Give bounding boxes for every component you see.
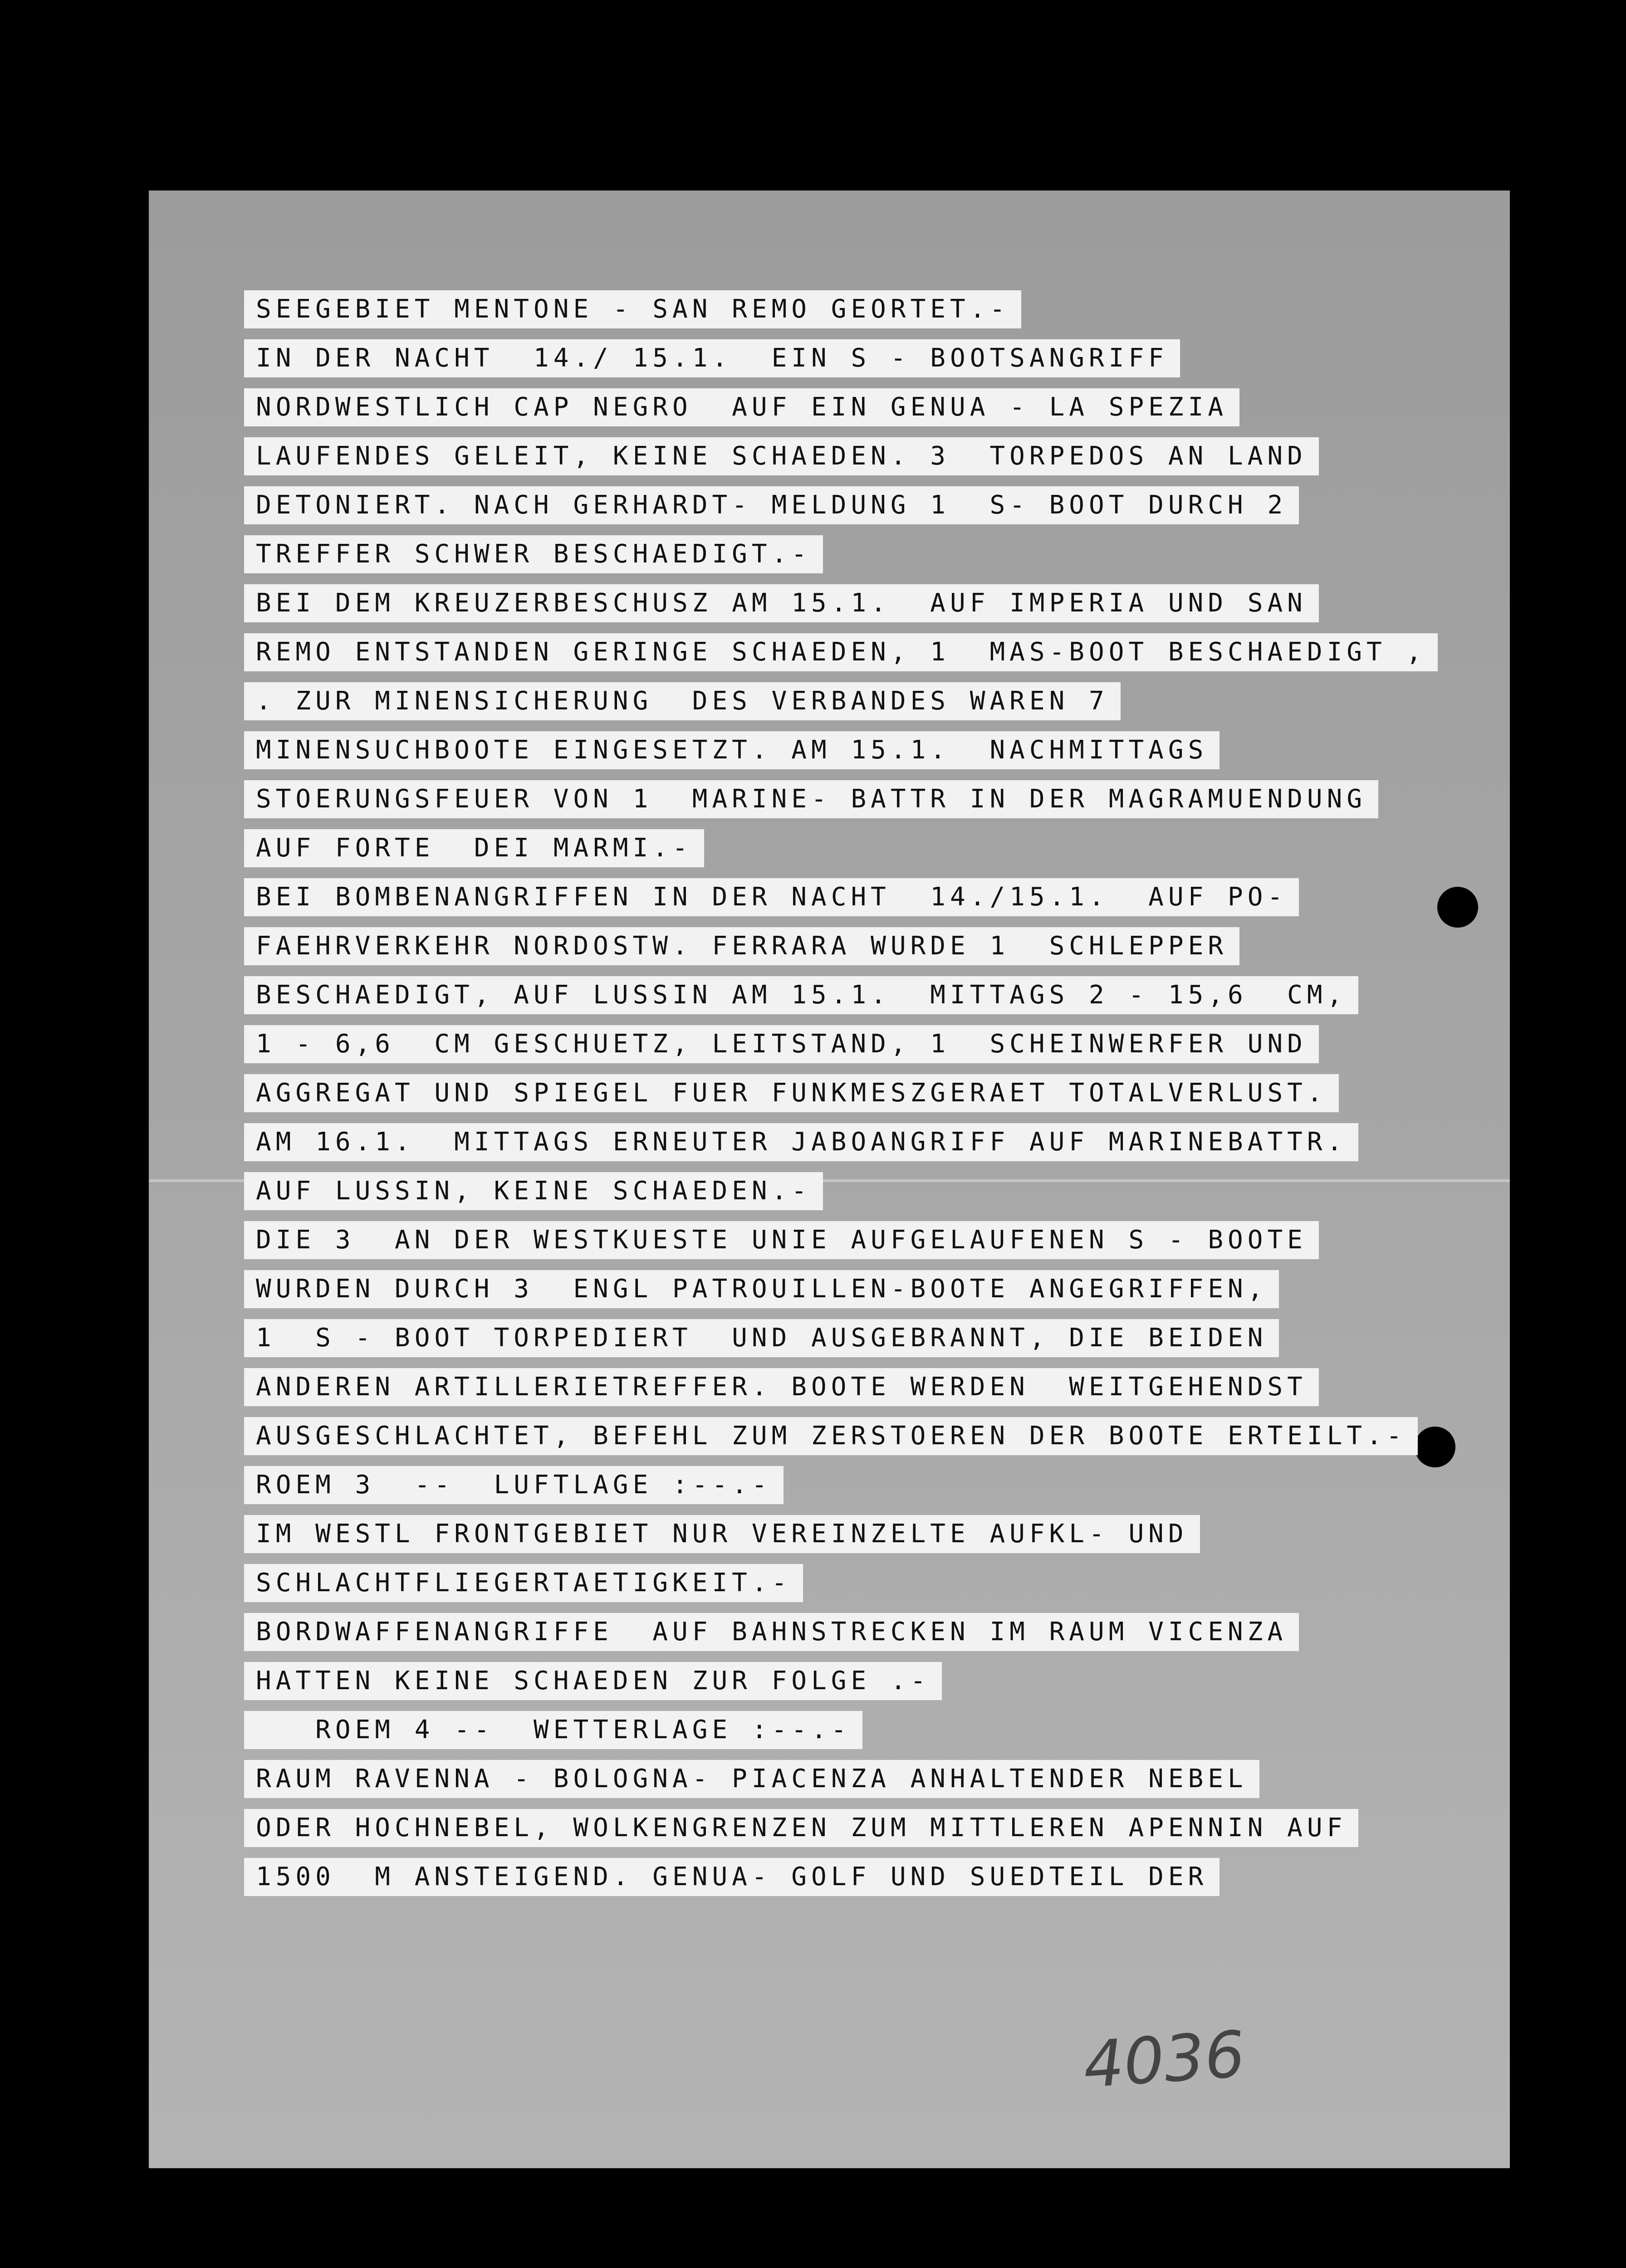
text-line: AM 16.1. MITTAGS ERNEUTER JABOANGRIFF AUF MARINEBATTR.	[244, 1123, 1523, 1172]
text-line: WURDEN DURCH 3 ENGL PATROUILLEN-BOOTE ANGEGRIFFEN,	[244, 1270, 1523, 1319]
text-line: TREFFER SCHWER BESCHAEDIGT.-	[244, 535, 1523, 584]
text-line: . ZUR MINENSICHERUNG DES VERBANDES WAREN 7	[244, 682, 1523, 731]
handwritten-page-number: 4036	[1081, 2017, 1248, 2103]
text-line: ODER HOCHNEBEL, WOLKENGRENZEN ZUM MITTLEREN APENNIN AUF	[244, 1809, 1523, 1858]
text-line: BEI BOMBENANGRIFFEN IN DER NACHT 14./15.1. AUF PO-	[244, 878, 1523, 927]
text-line: AGGREGAT UND SPIEGEL FUER FUNKMESZGERAET TOTALVERLUST.	[244, 1074, 1523, 1123]
text-line: HATTEN KEINE SCHAEDEN ZUR FOLGE .-	[244, 1662, 1523, 1711]
text-line: LAUFENDES GELEIT, KEINE SCHAEDEN. 3 TORPEDOS AN LAND	[244, 437, 1523, 486]
document-page	[149, 191, 1510, 2168]
text-line: MINENSUCHBOOTE EINGESETZT. AM 15.1. NACHMITTAGS	[244, 731, 1523, 780]
text-line: REMO ENTSTANDEN GERINGE SCHAEDEN, 1 MAS-BOOT BESCHAEDIGT ,	[244, 633, 1523, 682]
text-line: AUF LUSSIN, KEINE SCHAEDEN.-	[244, 1172, 1523, 1221]
text-line: AUSGESCHLACHTET, BEFEHL ZUM ZERSTOEREN DER BOOTE ERTEILT.-	[244, 1417, 1523, 1466]
text-line: ANDEREN ARTILLERIETREFFER. BOOTE WERDEN WEITGEHENDST	[244, 1368, 1523, 1417]
text-line: FAEHRVERKEHR NORDOSTW. FERRARA WURDE 1 SCHLEPPER	[244, 927, 1523, 976]
teletype-text	[244, 290, 1523, 1907]
text-line: AUF FORTE DEI MARMI.-	[244, 829, 1523, 878]
text-line: 1 - 6,6 CM GESCHUETZ, LEITSTAND, 1 SCHEINWERFER UND	[244, 1025, 1523, 1074]
text-line: BESCHAEDIGT, AUF LUSSIN AM 15.1. MITTAGS 2 - 15,6 CM,	[244, 976, 1523, 1025]
text-line: DIE 3 AN DER WESTKUESTE UNIE AUFGELAUFENEN S - BOOTE	[244, 1221, 1523, 1270]
text-line: ROEM 3 -- LUFTLAGE :--.-	[244, 1466, 1523, 1515]
text-line: NORDWESTLICH CAP NEGRO AUF EIN GENUA - LA SPEZIA	[244, 388, 1523, 437]
text-line: BORDWAFFENANGRIFFE AUF BAHNSTRECKEN IM RAUM VICENZA	[244, 1613, 1523, 1662]
text-line: DETONIERT. NACH GERHARDT- MELDUNG 1 S- BOOT DURCH 2	[244, 486, 1523, 535]
text-line: IM WESTL FRONTGEBIET NUR VEREINZELTE AUFKL- UND	[244, 1515, 1523, 1564]
text-line: BEI DEM KREUZERBESCHUSZ AM 15.1. AUF IMPERIA UND SAN	[244, 584, 1523, 633]
text-line: ROEM 4 -- WETTERLAGE :--.-	[244, 1711, 1523, 1760]
text-line: RAUM RAVENNA - BOLOGNA- PIACENZA ANHALTENDER NEBEL	[244, 1760, 1523, 1809]
text-line: SEEGEBIET MENTONE - SAN REMO GEORTET.-	[244, 290, 1523, 339]
text-line: STOERUNGSFEUER VON 1 MARINE- BATTR IN DER MAGRAMUENDUNG	[244, 780, 1523, 829]
text-line: SCHLACHTFLIEGERTAETIGKEIT.-	[244, 1564, 1523, 1613]
text-line: 1500 M ANSTEIGEND. GENUA- GOLF UND SUEDTEIL DER	[244, 1858, 1523, 1907]
text-line: 1 S - BOOT TORPEDIERT UND AUSGEBRANNT, DIE BEIDEN	[244, 1319, 1523, 1368]
text-line: IN DER NACHT 14./ 15.1. EIN S - BOOTSANGRIFF	[244, 339, 1523, 388]
